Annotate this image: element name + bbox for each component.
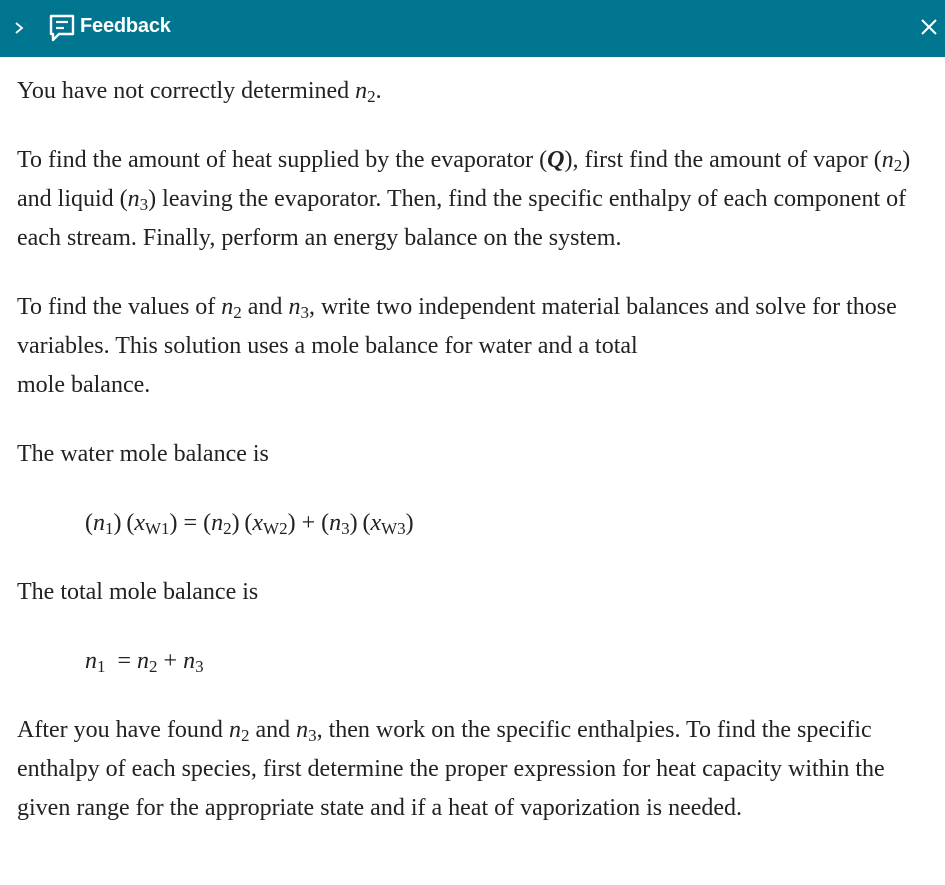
equation-total-balance: $n_1 = n_2 + n_3$ xyxy=(85,648,204,676)
paragraph-material-balances: To find the values of $n_2$ and $n_3$, write two independent material balances and solve for those variables. This solution uses a mole balance for water and a total mole balance. xyxy=(17,294,897,398)
feedback-title: Feedback xyxy=(80,15,171,37)
paragraph-enthalpies: After you have found $n_2$ and $n_3$, then work on the specific enthalpies. To find the specific enthalpy of each species, first determine the proper expression for heat capacity within the given range for the appropriate state and if a heat of vaporization is needed. xyxy=(17,717,885,821)
feedback-content xyxy=(17,72,932,858)
paragraph-water-balance-label: The water mole balance is xyxy=(17,441,269,467)
close-icon[interactable] xyxy=(919,17,939,37)
paragraph-n2-incorrect: You have not correctly determined $n_2$. xyxy=(17,78,382,106)
paragraph-total-balance-label: The total mole balance is xyxy=(17,579,259,605)
paragraph-heat-approach: To find the amount of heat supplied by the evaporator (Q), first find the amount of vapor $(n_2)$ and liquid $(n_3)$ leaving the evaporator. Then, find the specific enthalpy of each component of each stream. Finally, perform an energy balance on the system. xyxy=(17,147,911,251)
chevron-right-icon[interactable] xyxy=(11,18,27,38)
feedback-header xyxy=(0,0,945,57)
feedback-icon xyxy=(48,13,76,43)
equation-water-balance: $(n_1) (x_{W1}) = (n_2) (x_{W2}) + (n_3)$ $(x_{W3})$ xyxy=(85,510,414,538)
